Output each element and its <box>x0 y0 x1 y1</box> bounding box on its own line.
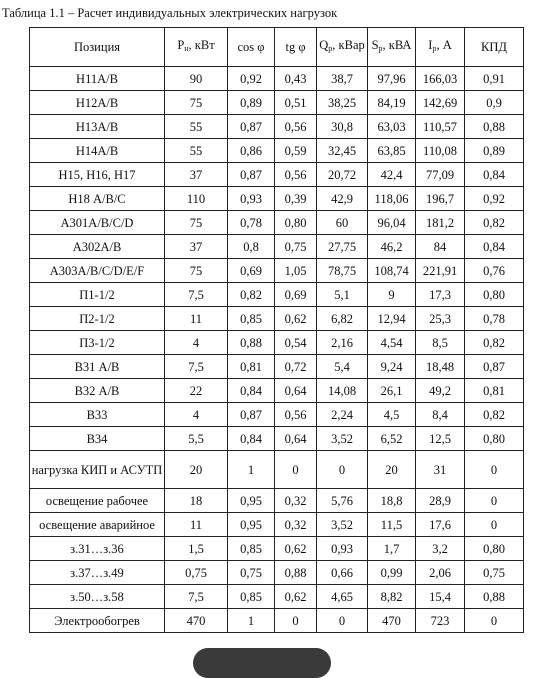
cell-cos: 0,92 <box>228 67 275 91</box>
header-sp-unit: , кВА <box>382 38 412 52</box>
table-row <box>30 537 524 561</box>
table-row <box>30 235 524 259</box>
table-row <box>30 355 524 379</box>
cell-kpd: 0,92 <box>465 187 524 211</box>
cell-tg: 0,62 <box>275 307 317 331</box>
cell-position: нагрузка КИП и АСУТП <box>30 451 165 489</box>
cell-pn: 75 <box>165 91 228 115</box>
cell-qp: 30,8 <box>317 115 368 139</box>
cell-tg: 0,43 <box>275 67 317 91</box>
cell-ip: 221,91 <box>416 259 465 283</box>
cell-tg: 0,32 <box>275 513 317 537</box>
cell-ip: 110,08 <box>416 139 465 163</box>
cell-pn: 5,5 <box>165 427 228 451</box>
cell-qp: 42,9 <box>317 187 368 211</box>
cell-kpd: 0,75 <box>465 561 524 585</box>
table-row <box>30 427 524 451</box>
cell-tg: 0,62 <box>275 537 317 561</box>
cell-cos: 0,93 <box>228 187 275 211</box>
cell-cos: 0,75 <box>228 561 275 585</box>
cell-cos: 0,86 <box>228 139 275 163</box>
cell-kpd: 0,80 <box>465 427 524 451</box>
cell-position: В31 А/В <box>30 355 165 379</box>
cell-position: з.31…з.36 <box>30 537 165 561</box>
cell-cos: 0,84 <box>228 379 275 403</box>
cell-position: В34 <box>30 427 165 451</box>
cell-sp: 18,8 <box>368 489 416 513</box>
cell-tg: 0,51 <box>275 91 317 115</box>
cell-position: Н15, Н16, Н17 <box>30 163 165 187</box>
table-header-row <box>30 28 524 67</box>
header-qp-unit: , кВар <box>332 38 365 52</box>
table-row <box>30 513 524 537</box>
cell-sp: 96,04 <box>368 211 416 235</box>
cell-pn: 110 <box>165 187 228 211</box>
cell-qp: 0,93 <box>317 537 368 561</box>
cell-ip: 8,4 <box>416 403 465 427</box>
cell-sp: 63,03 <box>368 115 416 139</box>
cell-pn: 11 <box>165 307 228 331</box>
table-body <box>30 67 524 633</box>
header-sp-symbol: S <box>371 38 379 52</box>
cell-position: освещение рабочее <box>30 489 165 513</box>
cell-sp: 63,85 <box>368 139 416 163</box>
cell-ip: 8,5 <box>416 331 465 355</box>
cell-pn: 75 <box>165 259 228 283</box>
cell-sp: 8,82 <box>368 585 416 609</box>
cell-qp: 2,16 <box>317 331 368 355</box>
cell-kpd: 0 <box>465 513 524 537</box>
cell-sp: 42,4 <box>368 163 416 187</box>
cell-kpd: 0,80 <box>465 283 524 307</box>
cell-sp: 20 <box>368 451 416 489</box>
cell-tg: 0,64 <box>275 379 317 403</box>
header-qp-subscript: р <box>328 44 333 53</box>
cell-cos: 0,95 <box>228 513 275 537</box>
table-row <box>30 115 524 139</box>
cell-kpd: 0,80 <box>465 537 524 561</box>
table-row <box>30 139 524 163</box>
header-ip <box>416 28 465 67</box>
table-row <box>30 163 524 187</box>
cell-tg: 0,69 <box>275 283 317 307</box>
cell-qp: 20,72 <box>317 163 368 187</box>
cell-ip: 17,3 <box>416 283 465 307</box>
table-row <box>30 307 524 331</box>
header-ip-unit: , А <box>436 38 452 52</box>
cell-kpd: 0,81 <box>465 379 524 403</box>
cell-tg: 0,56 <box>275 115 317 139</box>
cell-ip: 15,4 <box>416 585 465 609</box>
cell-sp: 6,52 <box>368 427 416 451</box>
cell-tg: 0,56 <box>275 163 317 187</box>
cell-sp: 97,96 <box>368 67 416 91</box>
table-row <box>30 283 524 307</box>
cell-position: Н11А/В <box>30 67 165 91</box>
table-caption: Таблица 1.1 – Расчет индивидуальных электрических нагрузок <box>2 6 338 20</box>
table-row <box>30 331 524 355</box>
cell-qp: 14,08 <box>317 379 368 403</box>
cell-sp: 4,5 <box>368 403 416 427</box>
cell-kpd: 0 <box>465 489 524 513</box>
cell-tg: 0,32 <box>275 489 317 513</box>
cell-sp: 9,24 <box>368 355 416 379</box>
cell-kpd: 0,84 <box>465 163 524 187</box>
cell-pn: 55 <box>165 139 228 163</box>
table-row <box>30 561 524 585</box>
table-row <box>30 259 524 283</box>
cell-tg: 0 <box>275 451 317 489</box>
cell-position: з.37…з.49 <box>30 561 165 585</box>
cell-sp: 12,94 <box>368 307 416 331</box>
cell-cos: 0,95 <box>228 489 275 513</box>
cell-position: В32 А/В <box>30 379 165 403</box>
cell-position: освещение аварийное <box>30 513 165 537</box>
cell-ip: 25,3 <box>416 307 465 331</box>
cell-kpd: 0,82 <box>465 403 524 427</box>
header-position: Позиция <box>30 28 165 67</box>
cell-sp: 470 <box>368 609 416 633</box>
cell-pn: 7,5 <box>165 355 228 379</box>
cell-cos: 0,81 <box>228 355 275 379</box>
cell-pn: 37 <box>165 235 228 259</box>
cell-pn: 4 <box>165 331 228 355</box>
cell-sp: 11,5 <box>368 513 416 537</box>
cell-cos: 0,85 <box>228 307 275 331</box>
cell-qp: 78,75 <box>317 259 368 283</box>
cell-pn: 18 <box>165 489 228 513</box>
cell-kpd: 0,82 <box>465 331 524 355</box>
cell-ip: 18,48 <box>416 355 465 379</box>
cell-kpd: 0,91 <box>465 67 524 91</box>
header-ip-symbol: I <box>428 38 433 52</box>
cell-cos: 0,87 <box>228 163 275 187</box>
cell-qp: 3,52 <box>317 427 368 451</box>
cell-position: Н14А/В <box>30 139 165 163</box>
cell-tg: 0,56 <box>275 403 317 427</box>
cell-cos: 1 <box>228 451 275 489</box>
cell-position: Н13А/В <box>30 115 165 139</box>
cell-sp: 84,19 <box>368 91 416 115</box>
cell-sp: 9 <box>368 283 416 307</box>
cell-ip: 3,2 <box>416 537 465 561</box>
cell-tg: 0,54 <box>275 331 317 355</box>
table-row <box>30 187 524 211</box>
header-qp-symbol: Q <box>319 38 329 52</box>
cell-ip: 181,2 <box>416 211 465 235</box>
cell-ip: 17,6 <box>416 513 465 537</box>
cell-tg: 0,59 <box>275 139 317 163</box>
cell-position: П3-1/2 <box>30 331 165 355</box>
header-cos: cos φ <box>228 28 275 67</box>
cell-pn: 470 <box>165 609 228 633</box>
cell-kpd: 0,9 <box>465 91 524 115</box>
cell-sp: 0,99 <box>368 561 416 585</box>
cell-cos: 0,87 <box>228 115 275 139</box>
table-row <box>30 91 524 115</box>
cell-position: П2-1/2 <box>30 307 165 331</box>
cell-sp: 46,2 <box>368 235 416 259</box>
cell-pn: 75 <box>165 211 228 235</box>
cell-pn: 7,5 <box>165 283 228 307</box>
header-sp <box>368 28 416 67</box>
header-pn-symbol: P <box>177 38 185 52</box>
cell-cos: 0,82 <box>228 283 275 307</box>
cell-kpd: 0,88 <box>465 585 524 609</box>
cell-position: з.50…з.58 <box>30 585 165 609</box>
cell-position: Электрообогрев <box>30 609 165 633</box>
cell-sp: 118,06 <box>368 187 416 211</box>
header-kpd: КПД <box>465 28 524 67</box>
cell-pn: 11 <box>165 513 228 537</box>
cell-tg: 0,64 <box>275 427 317 451</box>
cell-ip: 12,5 <box>416 427 465 451</box>
cell-qp: 38,25 <box>317 91 368 115</box>
header-sp-subscript: р <box>378 44 383 53</box>
cell-kpd: 0,82 <box>465 211 524 235</box>
cell-tg: 0,62 <box>275 585 317 609</box>
cell-qp: 5,1 <box>317 283 368 307</box>
cell-tg: 1,05 <box>275 259 317 283</box>
header-qp <box>317 28 368 67</box>
cell-qp: 0 <box>317 451 368 489</box>
cell-kpd: 0,87 <box>465 355 524 379</box>
cell-tg: 0,39 <box>275 187 317 211</box>
cell-tg: 0,75 <box>275 235 317 259</box>
cell-sp: 108,74 <box>368 259 416 283</box>
table-row <box>30 211 524 235</box>
header-pn-unit: , кВт <box>188 38 215 52</box>
table-row <box>30 489 524 513</box>
cell-cos: 0,85 <box>228 537 275 561</box>
cell-position: А302А/В <box>30 235 165 259</box>
cell-pn: 90 <box>165 67 228 91</box>
cell-qp: 2,24 <box>317 403 368 427</box>
cell-qp: 4,65 <box>317 585 368 609</box>
cell-cos: 0,84 <box>228 427 275 451</box>
cell-qp: 6,82 <box>317 307 368 331</box>
cell-kpd: 0 <box>465 451 524 489</box>
cell-qp: 0,66 <box>317 561 368 585</box>
cell-position: А303А/В/С/D/E/F <box>30 259 165 283</box>
table-row <box>30 451 524 489</box>
cell-kpd: 0,88 <box>465 115 524 139</box>
cell-ip: 166,03 <box>416 67 465 91</box>
cell-qp: 3,52 <box>317 513 368 537</box>
header-ip-subscript: р <box>432 44 437 53</box>
cell-ip: 84 <box>416 235 465 259</box>
cell-ip: 2,06 <box>416 561 465 585</box>
cell-cos: 0,89 <box>228 91 275 115</box>
cell-pn: 4 <box>165 403 228 427</box>
cell-cos: 0,87 <box>228 403 275 427</box>
cell-cos: 1 <box>228 609 275 633</box>
cell-tg: 0 <box>275 609 317 633</box>
cell-ip: 723 <box>416 609 465 633</box>
cell-cos: 0,8 <box>228 235 275 259</box>
cell-ip: 49,2 <box>416 379 465 403</box>
cell-position: П1-1/2 <box>30 283 165 307</box>
table-row <box>30 609 524 633</box>
table-row <box>30 379 524 403</box>
cell-sp: 1,7 <box>368 537 416 561</box>
cell-qp: 5,4 <box>317 355 368 379</box>
cell-cos: 0,78 <box>228 211 275 235</box>
cell-position: А301А/В/С/D <box>30 211 165 235</box>
cell-tg: 0,88 <box>275 561 317 585</box>
cell-kpd: 0,78 <box>465 307 524 331</box>
cell-kpd: 0 <box>465 609 524 633</box>
cell-tg: 0,80 <box>275 211 317 235</box>
cell-position: Н18 А/В/С <box>30 187 165 211</box>
header-pn-subscript: н <box>184 44 189 53</box>
cell-qp: 32,45 <box>317 139 368 163</box>
cell-pn: 0,75 <box>165 561 228 585</box>
cell-kpd: 0,84 <box>465 235 524 259</box>
cell-position: Н12А/В <box>30 91 165 115</box>
cell-sp: 4,54 <box>368 331 416 355</box>
floating-control[interactable] <box>193 648 331 678</box>
cell-pn: 37 <box>165 163 228 187</box>
cell-ip: 196,7 <box>416 187 465 211</box>
cell-position: В33 <box>30 403 165 427</box>
cell-tg: 0,72 <box>275 355 317 379</box>
table-row <box>30 67 524 91</box>
cell-pn: 55 <box>165 115 228 139</box>
cell-kpd: 0,89 <box>465 139 524 163</box>
cell-qp: 5,76 <box>317 489 368 513</box>
cell-ip: 28,9 <box>416 489 465 513</box>
cell-cos: 0,69 <box>228 259 275 283</box>
cell-qp: 27,75 <box>317 235 368 259</box>
table-row <box>30 403 524 427</box>
cell-cos: 0,88 <box>228 331 275 355</box>
cell-sp: 26,1 <box>368 379 416 403</box>
cell-pn: 7,5 <box>165 585 228 609</box>
cell-ip: 31 <box>416 451 465 489</box>
cell-pn: 1,5 <box>165 537 228 561</box>
cell-pn: 22 <box>165 379 228 403</box>
cell-qp: 0 <box>317 609 368 633</box>
cell-ip: 142,69 <box>416 91 465 115</box>
cell-kpd: 0,76 <box>465 259 524 283</box>
table-row <box>30 585 524 609</box>
cell-pn: 20 <box>165 451 228 489</box>
header-pn <box>165 28 228 67</box>
cell-ip: 110,57 <box>416 115 465 139</box>
cell-cos: 0,85 <box>228 585 275 609</box>
cell-qp: 60 <box>317 211 368 235</box>
cell-qp: 38,7 <box>317 67 368 91</box>
cell-ip: 77,09 <box>416 163 465 187</box>
header-tg: tg φ <box>275 28 317 67</box>
loads-table <box>29 27 524 633</box>
